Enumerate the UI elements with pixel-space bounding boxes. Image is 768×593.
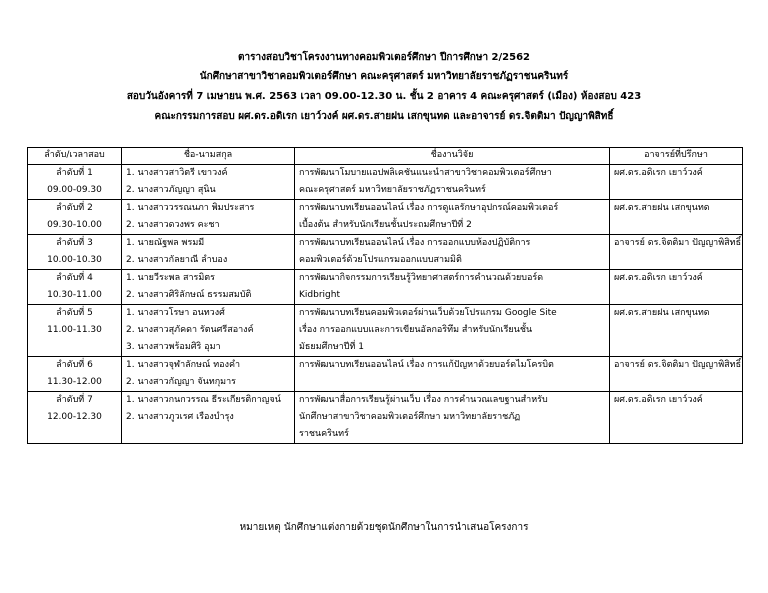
names-cell	[122, 392, 295, 444]
advisor-cell: ผศ.ดร.อดิเรก เยาว์วงค์	[610, 392, 743, 444]
column-header-names: ชื่อ-นามสกุล	[122, 148, 295, 165]
slot-cell	[28, 392, 122, 444]
names-cell	[122, 235, 295, 270]
table-row	[28, 357, 743, 392]
topic-cell	[295, 357, 610, 392]
student-name: 1. นางสาวโรษา อนทวงศ์	[126, 308, 225, 318]
names-cell	[122, 200, 295, 235]
slot-number: ลำดับที่ 7	[56, 395, 93, 405]
slot-cell	[28, 200, 122, 235]
slot-time: 11.00-11.30	[47, 325, 102, 335]
program-line: นักศึกษาสาขาวิชาคอมพิวเตอร์ศึกษา คณะครุศาสตร์ มหาวิทยาลัยราชภัฏราชนครินทร์	[199, 71, 569, 82]
exam-schedule-table	[27, 147, 743, 444]
student-name: 1. นายณัฐพล พรมมี	[126, 238, 205, 248]
student-name: 1. นางสาวกนกวรรณ ธีระเกียรติกาญจน์	[126, 395, 281, 405]
advisor-cell: ผศ.ดร.อดิเรก เยาว์วงค์	[610, 270, 743, 305]
topic-cell	[295, 392, 610, 444]
slot-time: 12.00-12.30	[47, 412, 102, 422]
slot-cell	[28, 305, 122, 357]
advisor-cell: อาจารย์ ดร.จิตติมา ปัญญาพิสิทธิ์	[610, 235, 743, 270]
slot-time: 11.30-12.00	[47, 377, 102, 387]
column-header-advisor: อาจารย์ที่ปรึกษา	[610, 148, 743, 165]
table-row	[28, 200, 743, 235]
column-header-slot: ลำดับ/เวลาสอบ	[28, 148, 122, 165]
committee-line: คณะกรรมการสอบ ผศ.ดร.อดิเรก เยาว์วงค์ ผศ.ดร.สายฝน เสกขุนทด และอาจารย์ ดร.จิตติมา ปัญญาพิสิทธิ์	[154, 111, 614, 122]
advisor-cell: ผศ.ดร.อดิเรก เยาว์วงค์	[610, 165, 743, 200]
student-name: 2. นางสาวภูวเรศ เรืองบำรุง	[126, 412, 234, 422]
student-name: 1. นางสาวจุฬาลักษณ์ ทองคำ	[126, 360, 241, 370]
slot-time: 09.00-09.30	[47, 185, 102, 195]
student-name: 1. นายวีระพล สารมิตร	[126, 273, 215, 283]
slot-number: ลำดับที่ 6	[56, 360, 93, 370]
names-cell	[122, 165, 295, 200]
footnote: หมายเหตุ นักศึกษาแต่งกายด้วยชุดนักศึกษาในการนำเสนอโครงการ	[239, 522, 529, 533]
table-row	[28, 235, 743, 270]
topic-line: การพัฒนากิจกรรมการเรียนรู้วิทยาศาสตร์การคำนวณด้วยบอร์ด	[299, 273, 544, 283]
student-name: 1. นางสาววรรณนภา พิมประสาร	[126, 203, 255, 213]
topic-cell	[295, 200, 610, 235]
slot-cell	[28, 235, 122, 270]
student-name: 2. นางสาวสุภัคดา รัตนศรีสอางค์	[126, 325, 254, 335]
slot-number: ลำดับที่ 1	[56, 168, 93, 178]
topic-line: นักศึกษาสาขาวิชาคอมพิวเตอร์ศึกษา มหาวิทยาลัยราชภัฏ	[299, 412, 521, 422]
student-name: 2. นางสาวกัลยาณี ลำบอง	[126, 255, 228, 265]
student-name: 2. นางสาวศิริลักษณ์ ธรรมสมบัติ	[126, 290, 252, 300]
advisor-cell: ผศ.ดร.สายฝน เสกขุนทด	[610, 200, 743, 235]
advisor-cell: อาจารย์ ดร.จิตติมา ปัญญาพิสิทธิ์	[610, 357, 743, 392]
student-name: 1. นางสาวสาวิตรี เขาวงค์	[126, 168, 228, 178]
topic-cell	[295, 235, 610, 270]
student-name: 3. นางสาวพร้อมศิริ อุมา	[126, 342, 221, 352]
topic-line: มัธยมศึกษาปีที่ 1	[299, 342, 365, 352]
slot-time: 10.00-10.30	[47, 255, 102, 265]
exam-date-line: สอบวันอังคารที่ 7 เมษายน พ.ศ. 2563 เวลา 09.00-12.30 น. ชั้น 2 อาคาร 4 คณะครุศาสตร์ (เมือง) ห้องสอบ 423	[126, 91, 642, 102]
slot-time: 09.30-10.00	[47, 220, 102, 230]
student-name: 2. นางสาวดวงพร คะชา	[126, 220, 220, 230]
topic-line: การพัฒนาบทเรียนออนไลน์ เรื่อง การดูแลรักษาอุปกรณ์คอมพิวเตอร์	[299, 203, 559, 213]
names-cell	[122, 305, 295, 357]
slot-cell	[28, 357, 122, 392]
topic-line: การพัฒนาบทเรียนออนไลน์ เรื่อง การออกแบบห้องปฏิบัติการ	[299, 238, 531, 248]
slot-number: ลำดับที่ 5	[56, 308, 93, 318]
title-line: ตารางสอบวิชาโครงงานทางคอมพิวเตอร์ศึกษา ปีการศึกษา 2/2562	[238, 52, 530, 63]
names-cell	[122, 357, 295, 392]
slot-cell	[28, 165, 122, 200]
advisor-cell: ผศ.ดร.สายฝน เสกขุนทด	[610, 305, 743, 357]
topic-line: คอมพิวเตอร์ด้วยโปรแกรมออกแบบสามมิติ	[299, 255, 462, 265]
table-header-row	[28, 148, 743, 165]
student-name: 2. นางสาวกัญญา จันทกุมาร	[126, 377, 236, 387]
slot-cell	[28, 270, 122, 305]
names-cell	[122, 270, 295, 305]
topic-cell	[295, 165, 610, 200]
slot-time: 10.30-11.00	[47, 290, 102, 300]
topic-line: การพัฒนาโมบายแอปพลิเคชันแนะนำสาขาวิชาคอมพิวเตอร์ศึกษา	[299, 168, 552, 178]
topic-line: Kidbright	[299, 290, 340, 300]
topic-line: คณะครุศาสตร์ มหาวิทยาลัยราชภัฏราชนครินทร์	[299, 185, 486, 195]
slot-number: ลำดับที่ 2	[56, 203, 93, 213]
topic-cell	[295, 270, 610, 305]
topic-line: การพัฒนาบทเรียนออนไลน์ เรื่อง การแก้ปัญหาด้วยบอร์ดไมโครบิต	[299, 360, 554, 370]
table-row	[28, 270, 743, 305]
topic-line: การพัฒนาสื่อการเรียนรู้ผ่านเว็บ เรื่อง การคำนวณเลขฐานสำหรับ	[299, 395, 548, 405]
topic-line: ราชนครินทร์	[299, 429, 349, 439]
table-row	[28, 305, 743, 357]
student-name: 2. นางสาวภัญญา สุนิน	[126, 185, 216, 195]
slot-number: ลำดับที่ 3	[56, 238, 93, 248]
slot-number: ลำดับที่ 4	[56, 273, 93, 283]
topic-line: การพัฒนาบทเรียนคอมพิวเตอร์ผ่านเว็บด้วยโปรแกรม Google Site	[299, 308, 557, 318]
column-header-topic: ชื่องานวิจัย	[295, 148, 610, 165]
table-row	[28, 165, 743, 200]
table-row	[28, 392, 743, 444]
topic-line: เรื่อง การออกแบบและการเขียนอัลกอริทึม สำหรับนักเรียนชั้น	[299, 325, 533, 335]
topic-line: เบื้องต้น สำหรับนักเรียนชั้นประถมศึกษาปีที่ 2	[299, 220, 472, 230]
topic-cell	[295, 305, 610, 357]
